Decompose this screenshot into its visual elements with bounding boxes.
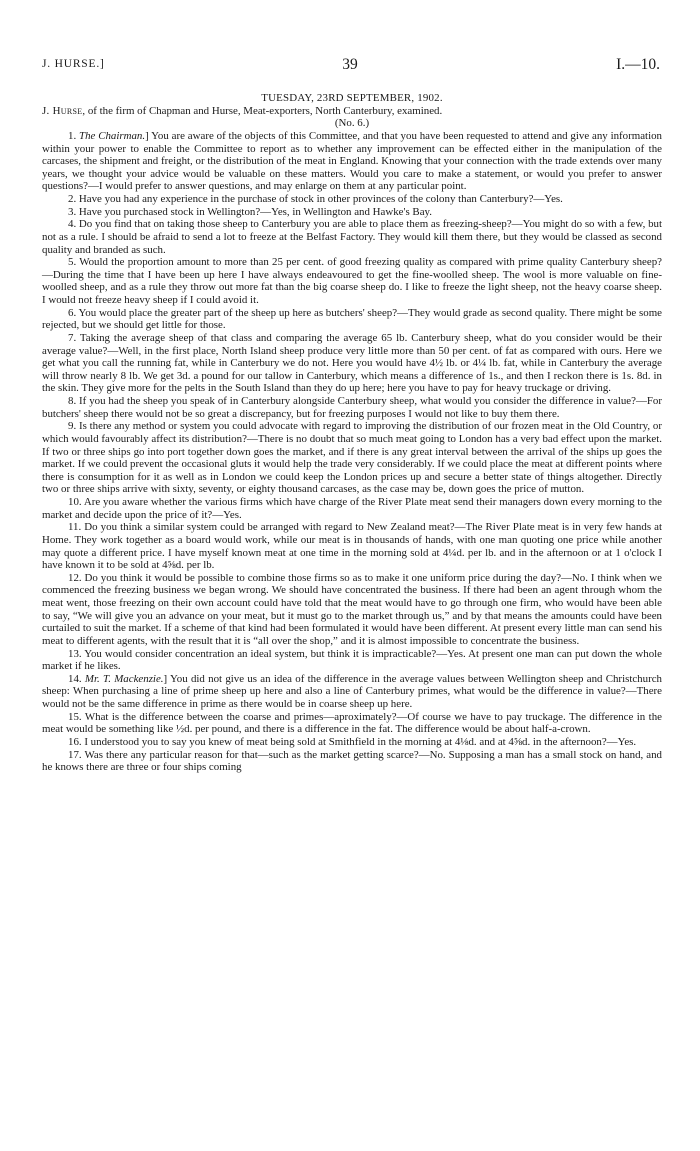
paragraph-text: 13. You would consider concentration an ideal system, but think it is impracticable?—Yes. At present one man can put down the whole market if he likes. (42, 647, 662, 673)
question-paragraph (42, 749, 662, 774)
question-paragraph (42, 673, 662, 711)
witness-line (42, 105, 662, 118)
question-paragraph (42, 648, 662, 673)
paragraph-text: 6. You would place the greater part of the sheep up here as butchers' sheep?—They would grade as second quality. There might be some rejected, but we should get little for those. (42, 306, 662, 332)
paragraph-text: 15. What is the difference between the coarse and primes—aproximately?—Of course we have to pay truckage. The difference in the meat would be something like ½d. per pound, and there is a difference in the fat. The difference would be about half-a-crown. (42, 710, 662, 736)
question-paragraph (42, 218, 662, 256)
paragraph-text: 12. Do you think it would be possible to combine those firms so as to make it one uniform price during the day?—No. I think when we commenced the freezing business we began wrong. We should have concentrated the business. If there had been an agent through whom the meat went, those freezing on their own account could have told that the meat would have to go through one firm, who would have been able to say, “We will give you an advance on your meat, but it must go to the market through us,” and by that means the amounts could have been curtailed to suit the market. If a scheme of that kind had been formulated it would have been different. At present every little man can send his meat to different agents, with the result that it is “all over the shop,” and it is almost impossible to concentrate the business. (42, 571, 662, 647)
paragraph-text: 9. Is there any method or system you could advocate with regard to improving the distribution of our frozen meat in the Old Country, or which would favourably affect its distribution?—There is no doubt that so much meat going to London has a very bad effect upon the market. If two or three ships go into port together down goes the market, and if there is any great interval between the arrival of the ships up goes the market. If we could prevent the occasional gluts it would help the trade very considerably. If we could place the meat at different points where there is consumption for it as well as in London we could keep the London prices up and secure a better state of things altogether. Directly two or three ships arrive with sixty, seventy, or eighty thousand carcases, as the case may be, down goes the price of mutton. (42, 420, 662, 496)
question-paragraph (42, 307, 662, 332)
document-reference: I.—10. (616, 56, 660, 73)
speaker-name: Mr. T. Mackenzie. (84, 672, 164, 685)
paragraph-text: ] You did not give us an idea of the difference in the average values between Wellington sheep and Christchurch sheep: When purchasing a line of prime sheep up here and also a line of Canterbury primes, what would be the difference in value?—There would not be the same difference in prime as there would be in coarse sheep up here. (42, 672, 662, 710)
question-paragraph (42, 711, 662, 736)
paragraph-text: 11. Do you think a similar system could be arranged with regard to New Zealand meat?—The River Plate meat is in very few hands at Home. They work together as a board would work, while our meat is in thousands of hands, with one man quoting one price while another may quote a different price. I have myself known meat at one time in the morning sold at 4¼d. per lb. and in the afternoon or at 1 o'clock I have known it to be sold at 4⅝d. per lb. (42, 521, 662, 572)
speaker-name: The Chairman. (79, 129, 146, 142)
question-paragraph (42, 332, 662, 395)
question-paragraph (42, 395, 662, 420)
paragraph-text: 3. Have you purchased stock in Wellington?—Yes, in Wellington and Hawke's Bay. (68, 205, 432, 218)
witness-name: J. Hurse (42, 104, 83, 117)
paragraph-text: ] You are aware of the objects of this Committee, and that you have been requested to attend and give any information within your power to enable the Committee to report as to whether any improvement can be effected either in the manipulation of the carcases, the shipment and freight, or the distribution of the meat in England. Knowing that your connection with the trade extends over many years, we thought your advice would be valuable on these matters. Would you care to make a statement, or would you prefer to answer questions?—I would prefer to answer questions, and may enlarge on them at any particular point. (42, 129, 662, 193)
paragraph-text: 5. Would the proportion amount to more than 25 per cent. of good freezing quality as compared with prime quality Canterbury sheep?—During the time that I have been up here I have always endeavoured to get the fine-woolled sheep. The wool is more valuable on fine-woolled sheep, and as a rule they throw out more fat than the big coarse sheep do. I like to freeze the light sheep, not the heavy coarse sheep. I would not freeze heavy sheep if I could avoid it. (42, 256, 662, 306)
question-paragraph (42, 420, 662, 496)
document-body (42, 92, 662, 774)
page-number: 39 (342, 56, 358, 73)
question-paragraph (42, 572, 662, 648)
question-list (42, 130, 662, 774)
paragraph-text: 7. Taking the average sheep of that class and comparing the average 65 lb. Canterbury sheep, what do you consider would be their average value?—Well, in the first place, North Island sheep produce very little more than 50 per cent. of fat as compared with ours. Here we get what you call the running fat, while in Canterbury we do not. Here you would have 4½ lb. or 4¼ lb. fat, while in Canterbury the average will throw nearly 8 lb. We get 3d. a pound for our tallow in Canterbury, which means a difference of 1s., and then I reckon there is 1s. 8d. in the skin. They give more for the pelts in the South Island than they do up here; here you have to pay for heavy truckage or driving. (42, 331, 662, 395)
paragraph-text: 17. Was there any particular reason for that—such as the market getting scarce?—No. Supposing a man has a small stock on hand, and he knows there are three or four ships coming (42, 748, 662, 774)
paragraph-text: 16. I understood you to say you knew of meat being sold at Smithfield in the morning at 4⅛d. and at 4⅝d. in the afternoon?—Yes. (68, 735, 637, 748)
question-paragraph (42, 521, 662, 572)
paragraph-text: 8. If you had the sheep you speak of in Canterbury alongside Canterbury sheep, what would you consider the difference in value?—For butchers' sheep there would not be so great a discrepancy, but for freezing purposes I would not like to buy them there. (42, 395, 662, 420)
question-paragraph (42, 256, 662, 307)
sitting-date: TUESDAY, 23RD SEPTEMBER, 1902. (261, 92, 443, 104)
witness-description: , of the firm of Chapman and Hurse, Meat-exporters, North Canterbury, examined. (82, 104, 443, 117)
question-paragraph (42, 206, 662, 219)
running-head-witness: J. HURSE.] (42, 58, 105, 70)
witness-number: (No. 6.) (334, 117, 370, 130)
question-paragraph (42, 130, 662, 193)
paragraph-text: 2. Have you had any experience in the purchase of stock in other provinces of the colony than Canterbury?—Yes. (68, 193, 563, 205)
paragraph-text: 10. Are you aware whether the various firms which have charge of the River Plate meat send their managers down every morning to the market and decide upon the price of it?—Yes. (42, 496, 662, 521)
question-paragraph (42, 193, 662, 206)
question-paragraph (42, 736, 662, 749)
question-paragraph (42, 496, 662, 521)
question-number: 1. (68, 129, 80, 142)
paragraph-text: 4. Do you find that on taking those sheep to Canterbury you are able to place them as freezing-sheep?—You might do so with a few, but not as a rule. I should be afraid to send a lot to freeze at the Belfast Factory. They would kill them there, but they would be classed as second quality and branded as such. (42, 218, 662, 256)
question-number: 14. (68, 672, 85, 685)
